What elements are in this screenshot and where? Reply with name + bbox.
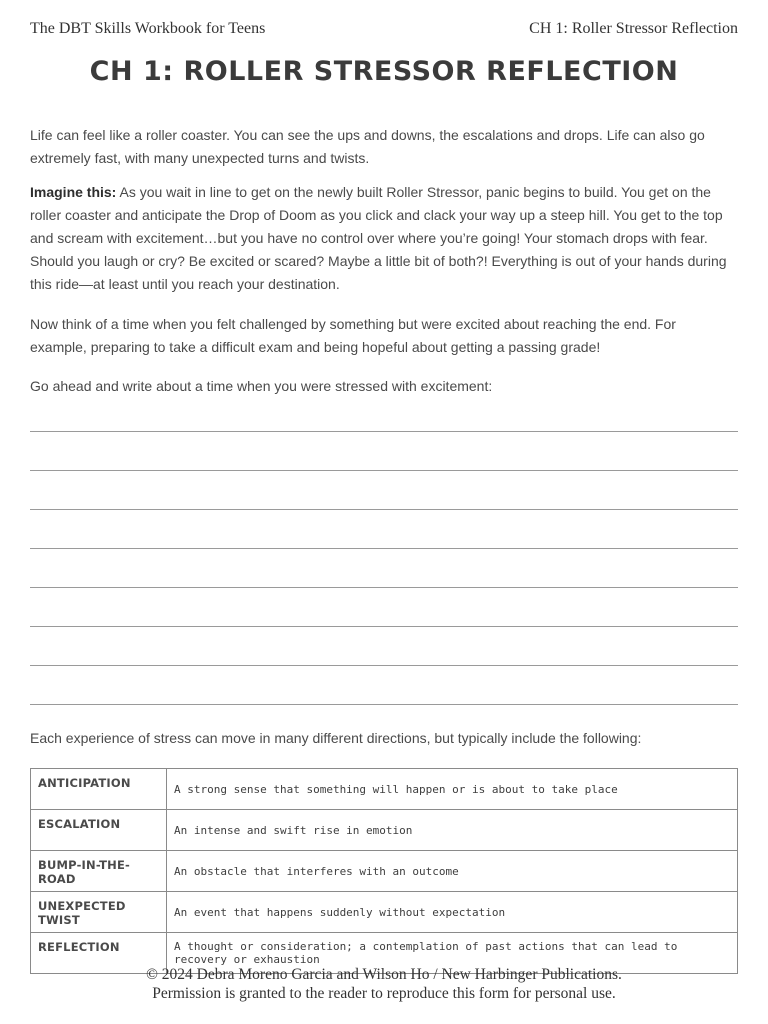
- table-row: [31, 851, 738, 892]
- page-title: CH 1: ROLLER STRESSOR REFLECTION: [89, 56, 679, 87]
- table-row: [31, 769, 738, 810]
- term-cell: ANTICIPATION: [31, 769, 167, 810]
- writing-line[interactable]: [30, 509, 738, 510]
- chapter-label: CH 1: Roller Stressor Reflection: [529, 20, 738, 37]
- imagine-text: As you wait in line to get on the newly built Roller Stressor, panic begins to build. You get on the roller coaster and anticipate the Drop of Doom as you click and clack your way up a steep hill. You get to the top and scream with excitement…but you have no control over where you’re going! Your stomach drops with fear. Should you laugh or cry? Be excited or scared? Maybe a little bit of both?! Everything is out of your hands during this ride—at least until you reach your destination.: [30, 184, 727, 292]
- term-cell: UNEXPECTED TWIST: [31, 892, 167, 933]
- writing-line[interactable]: [30, 548, 738, 549]
- definition-cell: An obstacle that interferes with an outcome: [167, 851, 738, 892]
- writing-line[interactable]: [30, 587, 738, 588]
- permission-line: Permission is granted to the reader to reproduce this form for personal use.: [152, 985, 616, 1002]
- writing-line[interactable]: [30, 665, 738, 666]
- table-row: [31, 810, 738, 851]
- term-cell: BUMP-IN-THE-ROAD: [31, 851, 167, 892]
- writing-line[interactable]: [30, 626, 738, 627]
- term-cell: ESCALATION: [31, 810, 167, 851]
- stress-terms-table: [30, 768, 738, 974]
- imagine-paragraph: [30, 181, 730, 296]
- definition-cell: An event that happens suddenly without expectation: [167, 892, 738, 933]
- table-intro: Each experience of stress can move in many different directions, but typically include the following:: [30, 730, 642, 746]
- definition-cell: An intense and swift rise in emotion: [167, 810, 738, 851]
- writing-line[interactable]: [30, 431, 738, 432]
- definition-cell: A strong sense that something will happen or is about to take place: [167, 769, 738, 810]
- writing-line[interactable]: [30, 704, 738, 705]
- table-row: [31, 892, 738, 933]
- think-paragraph: Now think of a time when you felt challenged by something but were excited about reaching the end. For example, preparing to take a difficult exam and being hopeful about getting a passing grade!: [30, 316, 676, 355]
- intro-paragraph: Life can feel like a roller coaster. You can see the ups and downs, the escalations and drops. Life can also go extremely fast, with many unexpected turns and twists.: [30, 127, 705, 166]
- running-header: [30, 20, 738, 38]
- definition-cell: A thought or consideration; a contemplation of past actions that can lead to recovery or exhaustion: [167, 933, 738, 974]
- copyright-line: © 2024 Debra Moreno Garcia and Wilson Ho / New Harbinger Publications.: [146, 966, 622, 983]
- book-title: The DBT Skills Workbook for Teens: [30, 20, 266, 37]
- imagine-label: Imagine this:: [30, 184, 117, 200]
- writing-line[interactable]: [30, 470, 738, 471]
- writing-prompt: Go ahead and write about a time when you were stressed with excitement:: [30, 378, 493, 394]
- term-cell: REFLECTION: [31, 933, 167, 974]
- page-footer: [0, 965, 768, 1003]
